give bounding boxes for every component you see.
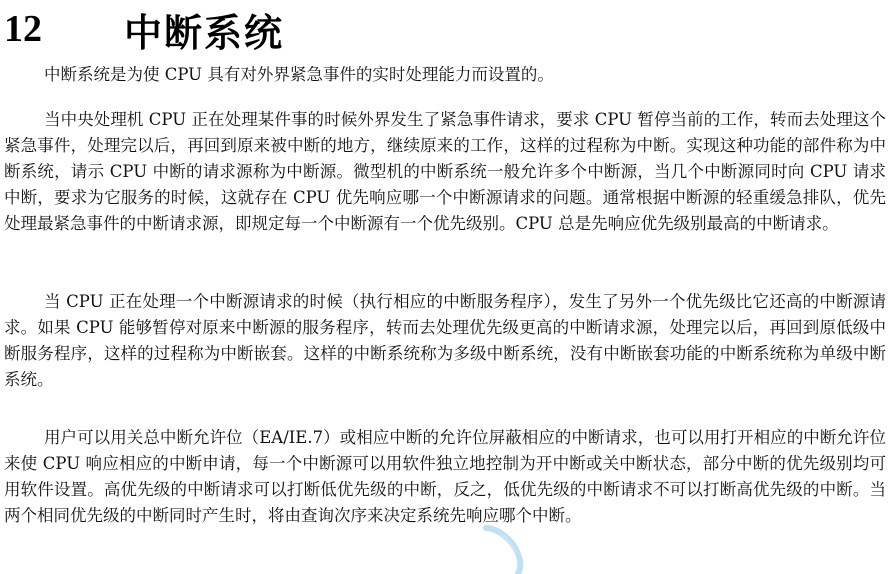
chapter-title: 中断系统 bbox=[124, 10, 285, 55]
chapter-heading bbox=[4, 4, 284, 54]
paragraph-interrupt-enable: 用户可以用关总中断允许位（EA/IE.7）或相应中断的允许位屏蔽相应的中断请求，也可以用打开相应的中断允许位来使 CPU 响应相应的中断申请，每一个中断源可以用软件独立地控制为开中断或关中断状态，部分中断的优先级别均可用软件设置。高优先级的中断请求可以打断低优先级的中断，反之，低优先级的中断请求不可以打断高优先级的中断。当两个相同优先级的中断同时产生时，将由查询次序来决定系统先响应哪个中断。 bbox=[4, 428, 886, 525]
chapter-number: 12 bbox=[4, 8, 42, 50]
paragraph-interrupt-nesting: 当 CPU 正在处理一个中断源请求的时候（执行相应的中断服务程序），发生了另外一个优先级比它还高的中断源请求。如果 CPU 能够暂停对原来中断源的服务程序，转而去处理优先级更高的中断请求源，处理完以后，再回到原低级中断服务程序，这样的过程称为中断嵌套。这样的中断系统称为多级中断系统，没有中断嵌套功能的中断系统称为单级中断系统。 bbox=[4, 292, 886, 389]
paragraph-interrupt-definition: 当中央处理机 CPU 正在处理某件事的时候外界发生了紧急事件请求，要求 CPU 暂停当前的工作，转而去处理这个紧急事件，处理完以后，再回到原来被中断的地方，继续原来的工作，这样的过程称为中断。实现这种功能的部件称为中断系统，请示 CPU 中断的请求源称为中断源。微型机的中断系统一般允许多个中断源，当几个中断源同时向 CPU 请求中断，要求为它服务的时候，这就存在 CPU 优先响应哪一个中断源请求的问题。通常根据中断源的轻重缓急排队，优先处理最紧急事件的中断请求源，即规定每一个中断源有一个优先级别。CPU 总是先响应优先级别最高的中断请求。 bbox=[4, 110, 886, 233]
paragraph-intro: 中断系统是为使 CPU 具有对外界紧急事件的实时处理能力而设置的。 bbox=[44, 65, 554, 84]
logo-arc-icon bbox=[478, 524, 538, 574]
